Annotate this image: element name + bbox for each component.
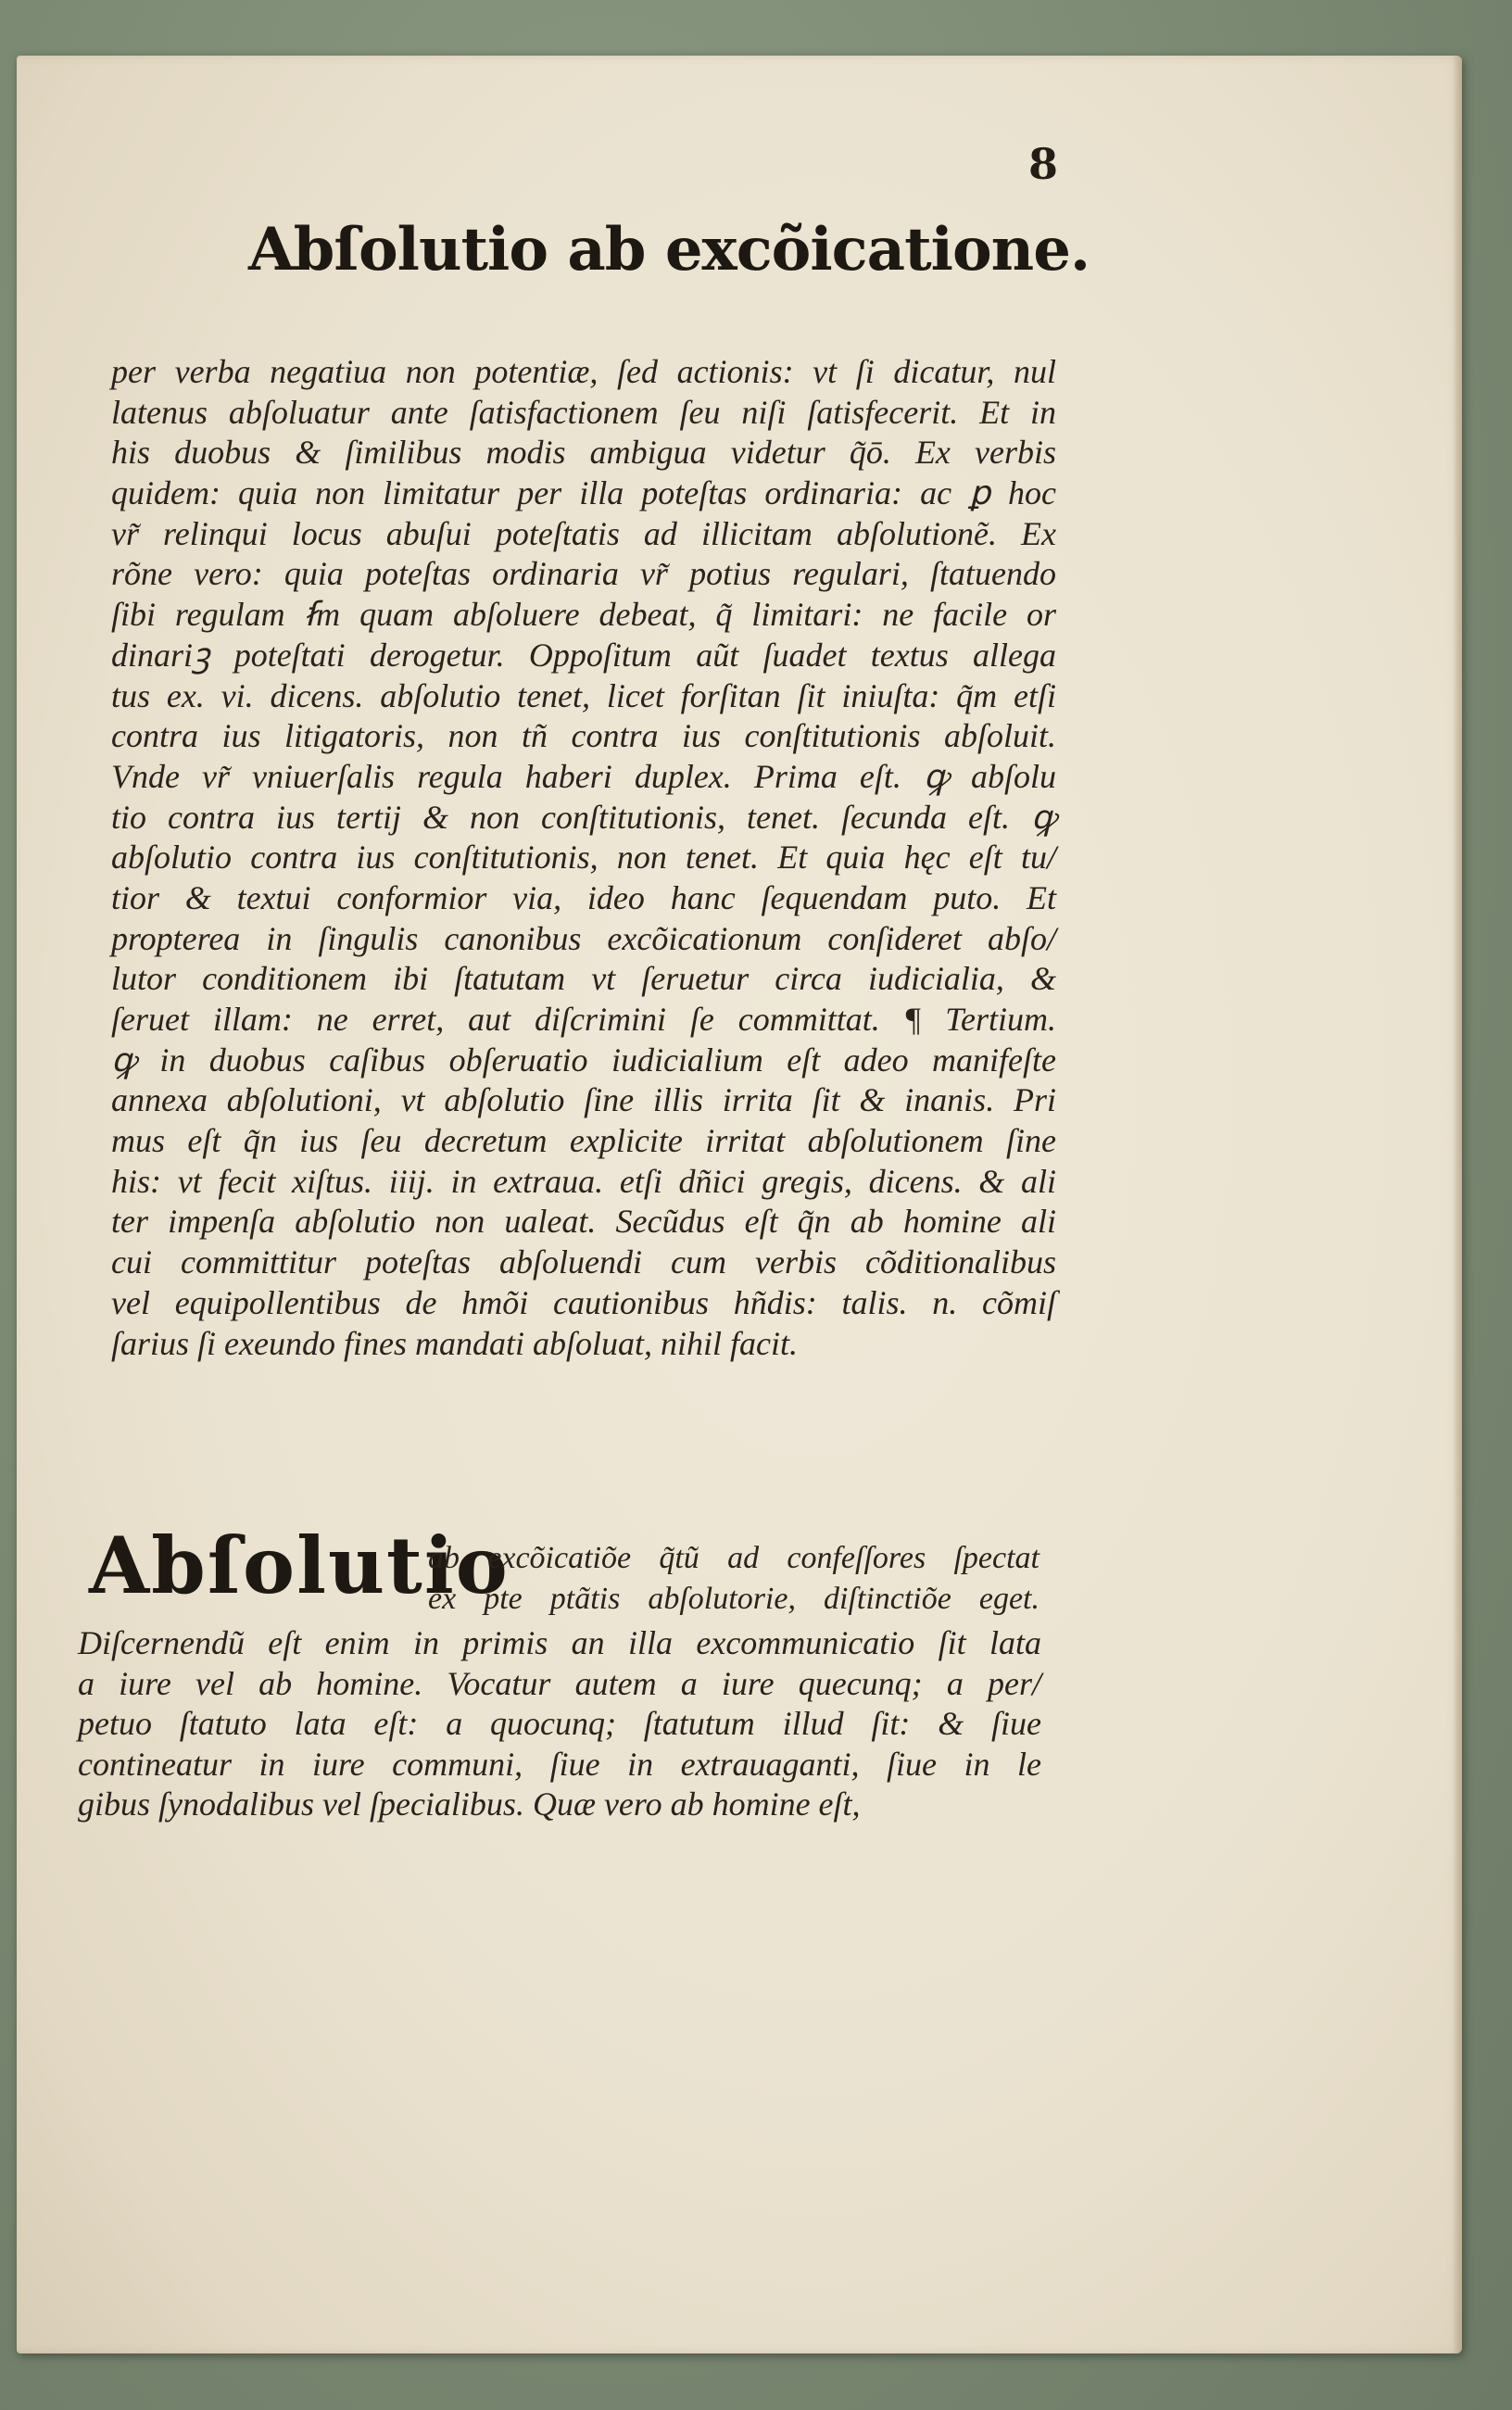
text-line: contineatur in iure communi, ſiue in extrauaganti, ſiue in le bbox=[78, 1745, 1041, 1783]
text-line: Vnde vr̃ vniuerſalis regula haberi duplex. Prima eſt. ꝙ abſolu bbox=[111, 757, 1056, 795]
text-line: per verba negatiua non potentiæ, ſed actionis: vt ſi dicatur, nul bbox=[111, 353, 1056, 390]
text-line: propterea in ſingulis canonibus excõicationum conſideret abſo/ bbox=[111, 919, 1056, 957]
text-line: vr̃ relinqui locus abuſui poteſtatis ad illicitam abſolutionẽ. Ex bbox=[111, 514, 1056, 552]
text-line: lutor conditionem ibi ſtatutam vt ſeruetur circa iudicialia, & bbox=[111, 960, 1056, 998]
text-line: petuo ſtatuto lata eſt: a quocunq; ſtatutum illud ſit: & ſiue bbox=[78, 1705, 1041, 1742]
paragraph-2 bbox=[78, 1623, 1041, 1825]
text-line: latenus abſoluatur ante ſatisfactionem ſeu niſi ſatisfecerit. Et in bbox=[111, 393, 1056, 431]
text-line: annexa abſolutioni, vt abſolutio ſine illis irrita ſit & inanis. Pri bbox=[111, 1081, 1056, 1119]
paragraph-1 bbox=[111, 352, 1056, 1364]
page-edge-shadow bbox=[1453, 56, 1462, 2353]
text-line: vel equipollentibus de hmõi cautionibus hñdis: talis. n. cõmiſ bbox=[111, 1283, 1056, 1321]
text-line: tus ex. vi. dicens. abſolutio tenet, licet forſitan ſit iniuſta: q̃m etſi bbox=[111, 676, 1056, 714]
text-line: rõne vero: quia poteſtas ordinaria vr̃ potius regulari, ſtatuendo bbox=[111, 555, 1056, 593]
text-line: ꝙ in duobus caſibus obſeruatio iudicialium eſt adeo manifeſte bbox=[111, 1041, 1056, 1079]
text-line: mus eſt q̃n ius ſeu decretum explicite irritat abſolutionem ſine bbox=[111, 1122, 1056, 1160]
text-line: contra ius litigatoris, non tñ contra ius conſtitutionis abſoluit. bbox=[111, 717, 1056, 755]
running-heading: Abſolutio ab excõicatione. bbox=[248, 215, 1090, 284]
text-line: his: vt fecit xiſtus. iiij. in extraua. etſi dñici gregis, dicens. & ali bbox=[111, 1162, 1056, 1200]
text-line: Diſcernendũ eſt enim in primis an illa excommunicatio ſit lata bbox=[78, 1624, 1041, 1661]
text-line: a iure vel ab homine. Vocatur autem a iure quecunq; a per/ bbox=[78, 1664, 1041, 1702]
text-line: ter impenſa abſolutio non ualeat. Secũdus eſt q̃n ab homine ali bbox=[111, 1203, 1056, 1241]
text-line: quidem: quia non limitatur per illa poteſtas ordinaria: ac ꝑ hoc bbox=[111, 474, 1056, 512]
section-lead-word: Abſolutio bbox=[89, 1520, 510, 1611]
text-line: cui committitur poteſtas abſoluendi cum verbis cõditionalibus bbox=[111, 1243, 1056, 1281]
text-line: abſolutio contra ius conſtitutionis, non tenet. Et quia hęc eſt tu/ bbox=[111, 839, 1056, 877]
text-line: dinariꝫ poteſtati derogetur. Oppoſitum aũt ſuadet textus allega bbox=[111, 636, 1056, 674]
text-line: ſibi regulam ẜm quam abſoluere debeat, q̃ limitari: ne facile or bbox=[111, 596, 1056, 634]
text-line: ex pte ptãtis abſolutorie, diſtinctiõe eget. bbox=[428, 1582, 1040, 1616]
text-line: tio contra ius tertij & non conſtitutionis, tenet. ſecunda eſt. ꝙ bbox=[111, 798, 1056, 836]
text-line: ſarius ſi exeundo fines mandati abſoluat, nihil facit. bbox=[111, 1324, 798, 1362]
text-line: tior & textui conformior via, ideo hanc ſequendam puto. Et bbox=[111, 878, 1056, 916]
text-line: ab excõicatiõe q̃tũ ad confeſſores ſpectat bbox=[428, 1541, 1040, 1575]
section-lead-continuation bbox=[428, 1538, 1040, 1620]
text-line: his duobus & ſimilibus modis ambigua videtur q̃ō. Ex verbis bbox=[111, 434, 1056, 472]
folio-number: 8 bbox=[1028, 139, 1059, 189]
text-line: gibus ſynodalibus vel ſpecialibus. Quæ vero ab homine eſt, bbox=[78, 1785, 861, 1823]
text-line: ſeruet illam: ne erret, aut diſcrimini ſe committat. ¶ Tertium. bbox=[111, 1001, 1056, 1038]
